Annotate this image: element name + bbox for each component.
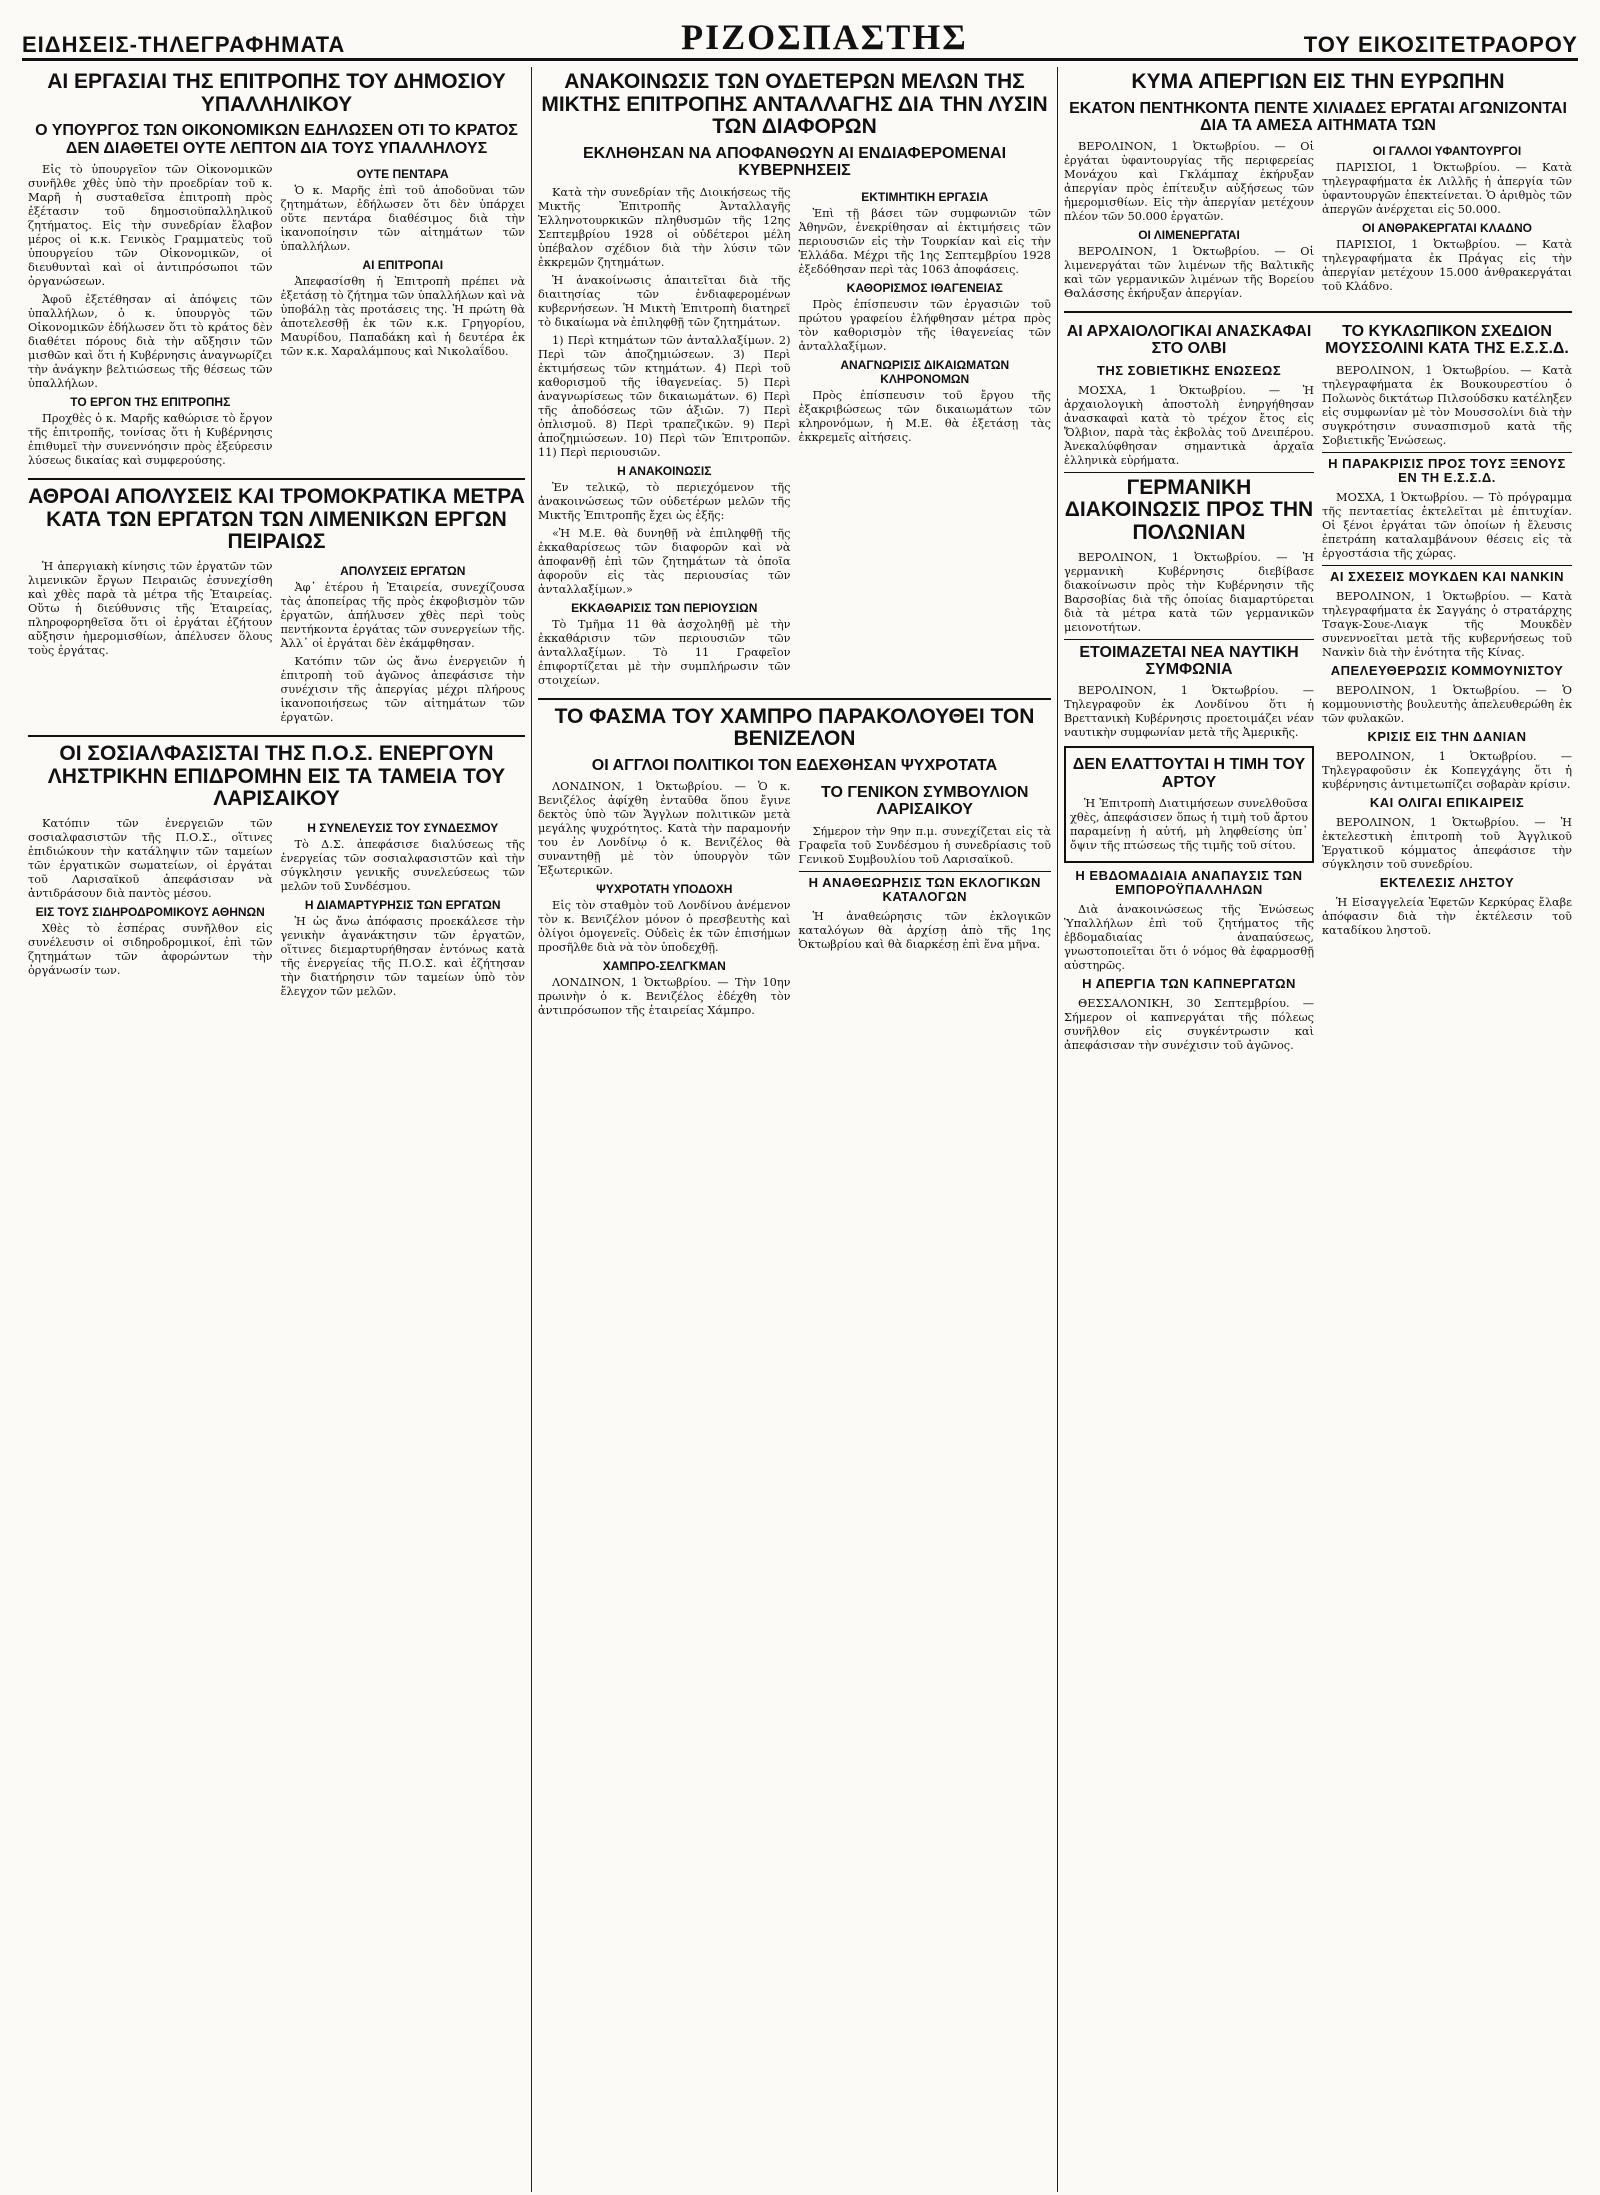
article-piraeus — [28, 560, 525, 729]
subheading: ΕΚΚΑΘΑΡΙΣΙΣ ΤΩΝ ΠΕΡΙΟΥΣΙΩΝ — [571, 600, 758, 615]
article-paragraph: ΠΑΡΙΣΙΟΙ, 1 Ὀκτωβρίου. — Κατὰ τηλεγραφήματα ἐκ Λιλλῆς ἡ ἀπεργία τῶν ὑφαντουργῶν ἐπεκτείνεται. Ὁ ἀριθμὸς τῶν ἀπεργῶν ἀνέρχεται εἰς 50.000. — [1322, 161, 1572, 217]
column-left — [22, 67, 532, 2192]
article-paragraph: Εἰς τὸ ὑπουργεῖον τῶν Οἰκονομικῶν συνῆλθε χθὲς ὑπὸ τὴν προεδρίαν τοῦ κ. Μαρῆ ἡ συσταθεῖσα ἐπιτροπὴ πρὸς ἐξέτασιν τοῦ δημοσιοϋπαλληλικοῦ ζητήματος. Εἰς τὴν συνεδρίαν ἔλαβον μέρος οἱ κ.κ. Γενικὸς Γραμματεὺς τοῦ ὑπουργείου τῶν Οἰκονομικῶν, οἱ διευθυνταὶ καὶ οἱ ἀντιπρόσωποι τῶν ὀργανώσεων. — [28, 162, 273, 288]
headline-piraeus-workers: ΑΘΡΟΑΙ ΑΠΟΛΥΣΕΙΣ ΚΑΙ ΤΡΟΜΟΚΡΑΤΙΚΑ ΜΕΤΡΑ ΚΑΤΑ ΤΩΝ ΕΡΓΑΤΩΝ ΤΩΝ ΛΙΜΕΝΙΚΩΝ ΕΡΓΩΝ ΠΕΙΡΑΙΩΣ — [28, 484, 525, 554]
subheading: ΑΝΑΓΝΩΡΙΣΙΣ ΔΙΚΑΙΩΜΑΤΩΝ ΚΛΗΡΟΝΟΜΩΝ — [840, 357, 1010, 386]
article-paragraph: ΒΕΡΟΛΙΝΟΝ, 1 Ὀκτωβρίου. — Ἡ γερμανικὴ Κυβέρνησις διεβίβασε διακοίνωσιν πρὸς τὴν Κυβέρνησιν τῆς Βαρσοβίας διὰ τῆς ὁποίας διαμαρτύρεται διὰ τὰ μέτρα κατὰ τῶν γερμανικῶν μειονοτήτων. — [1064, 550, 1314, 634]
subheading: ΤΟ ΕΡΓΟΝ ΤΗΣ ΕΠΙΤΡΟΠΗΣ — [70, 394, 231, 409]
article-paragraph: Ἀφοῦ ἐξετέθησαν αἱ ἀπόψεις τῶν ὑπαλλήλων, ὁ κ. ὑπουργὸς τῶν Οἰκονομικῶν ἐδήλωσεν ὅτι τὸ κράτος δὲν διαθέτει πόρους διὰ τὴν αὔξησιν τῶν μισθῶν καὶ ὅτι ἡ Κυβέρνησις ἀναγνωρίζει τὴν ἀνάγκην βελτιώσεως τῆς θέσεως τῶν ὑπαλλήλων. — [28, 292, 273, 390]
subheading: ΚΑΘΟΡΙΣΜΟΣ ΙΘΑΓΕΝΕΙΑΣ — [846, 280, 1003, 295]
divider — [1322, 565, 1572, 566]
headline-hambro-venizelos: ΤΟ ΦΑΣΜΑ ΤΟΥ ΧΑΜΠΡΟ ΠΑΡΑΚΟΛΟΥΘΕΙ ΤΟΝ ΒΕΝΙΖΕΛΟΝ — [554, 704, 1035, 751]
article-paragraph: ΒΕΡΟΛΙΝΟΝ, 1 Ὀκτωβρίου. — Οἱ λιμενεργάται τῶν λιμένων τῆς Βαλτικῆς καὶ τῶν γερμανικῶν λιμένων τῆς Βορείου Θαλάσσης ἐκήρυξαν ἀπεργίαν. — [1064, 245, 1314, 301]
article-paragraph: ΒΕΡΟΛΙΝΟΝ, 1 Ὀκτωβρίου. — Κατὰ τηλεγραφήματα ἐκ Σαγγάης ὁ στρατάρχης Τσαγκ-Σουε-Λιαγκ τῆς Μουκδὲν συνεννοεῖται μετὰ τῆς κυβερνήσεως τοῦ Νανκὶν διὰ τὴν ἑνότητα τῆς Κίνας. — [1322, 589, 1572, 659]
subheading: ΕΚΤΙΜΗΤΙΚΗ ΕΡΓΑΣΙΑ — [861, 189, 989, 204]
subheading: Η ΑΝΑΚΟΙΝΩΣΙΣ — [617, 463, 712, 478]
subheading: ΑΙ ΕΠΙΤΡΟΠΑΙ — [362, 257, 444, 272]
subheading: ΟΙ ΑΝΘΡΑΚΕΡΓΑΤΑΙ ΚΛΑΔΝΟ — [1362, 221, 1532, 236]
headline-bread-price: ΔΕΝ ΕΛΑΤΤΟΥΤΑΙ Η ΤΙΜΗ ΤΟΥ ΑΡΤΟΥ — [1072, 756, 1306, 791]
article-paragraph: Προχθὲς ὁ κ. Μαρῆς καθώρισε τὸ ἔργον τῆς ἐπιτροπῆς, τονίσας ὅτι ἡ Κυβέρνησις ἐπιθυμεῖ τὴν συνεννόησιν πρὸς ἐξεύρεσιν λύσεως δικαίας καὶ συμφερούσης. — [28, 411, 273, 467]
headline-naval-agreement: ΕΤΟΙΜΑΖΕΤΑΙ ΝΕΑ ΝΑΥΤΙΚΗ ΣΥΜΦΩΝΙΑ — [1079, 643, 1299, 679]
article-paragraph: Ἀπεφασίσθη ἡ Ἐπιτροπὴ πρέπει νὰ ἐξετάσῃ τὸ ζήτημα τῶν ὑπαλλήλων καὶ νὰ ὑποβάλῃ τὰς προτάσεις της. Ἡ πρώτη θὰ ἀποτελεσθῇ ἐκ τῶν κ.κ. Γρηγορίου, Μαυρίδου, Παπαδάκη καὶ ἡ δευτέρα ἐκ τῶν κ.κ. Χαραλάμπους καὶ Νικολαΐδου. — [280, 274, 525, 358]
headline-electoral-lists: Η ΑΝΑΘΕΩΡΗΣΙΣ ΤΩΝ ΕΚΛΟΓΙΚΩΝ ΚΑΤΑΛΟΓΩΝ — [808, 874, 1041, 904]
subheading: Η ΔΙΑΜΑΡΤΥΡΗΣΙΣ ΤΩΝ ΕΡΓΑΤΩΝ — [304, 897, 501, 912]
headline-olbia: ΑΙ ΑΡΧΑΙΟΛΟΓΙΚΑΙ ΑΝΑΣΚΑΦΑΙ ΣΤΟ ΟΛΒΙ — [1066, 323, 1312, 358]
columns — [22, 67, 1578, 2192]
subheadline-soviet-union: ΤΗΣ ΣΟΒΙΕΤΙΚΗΣ ΕΝΩΣΕΩΣ — [1096, 362, 1282, 378]
article-paragraph: ΒΕΡΟΛΙΝΟΝ, 1 Ὀκτωβρίου. — Ὁ κομμουνιστὴς βουλευτὴς ἀπελευθερώθη ἐκ τῶν φυλακῶν. — [1322, 683, 1572, 725]
subheading: ΨΥΧΡΟΤΑΤΗ ΥΠΟΔΟΧΗ — [596, 882, 733, 897]
article-paragraph: «Ἡ Μ.Ε. θὰ δυνηθῇ νὰ ἐπιληφθῇ τῆς ἐκκαθαρίσεως τῶν διαφορῶν καὶ νὰ ἀποφανθῇ ἐπὶ τῶν ζητημάτων τὰ ὁποῖα ἀφοροῦν εἰς τὰς περιουσίας τῶν ἀνταλλαξίμων.» — [538, 526, 791, 596]
divider — [1064, 639, 1314, 640]
article-paragraph: ΘΕΣΣΑΛΟΝΙΚΗ, 30 Σεπτεμβρίου. — Σήμερον οἱ καπνεργάται τῆς πόλεως συνῆλθον εἰς συγκέντρωσιν καὶ ἀπεφάσισαν τὴν συνέχισιν τοῦ ἀγῶνος. — [1064, 996, 1314, 1052]
headline-larissa-council: ΤΟ ΓΕΝΙΚΟΝ ΣΥΜΒΟΥΛΙΟΝ ΛΑΡΙΣΑΙΚΟΥ — [821, 784, 1029, 819]
article-paragraph: ΒΕΡΟΛΙΝΟΝ, 1 Ὀκτωβρίου. — Κατὰ τηλεγραφήματα ἐκ Βουκουρεστίου ὁ Πολωνὸς δικτάτωρ Πιλσούδσκυ κατέληξεν εἰς συμφωνίαν μὲ τὸν Μουσσολίνι διὰ τὴν συγκρότησιν συνασπισμοῦ κατὰ τῆς Σοβιετικῆς Ἑνώσεως. — [1322, 363, 1572, 447]
headline-foreigners-ussr: Η ΠΑΡΑΚΡΙΣΙΣ ΠΡΟΣ ΤΟΥΣ ΞΕΝΟΥΣ ΕΝ ΤΗ Ε.Σ.Σ.Δ. — [1328, 455, 1566, 485]
subheadline-governments: ΕΚΛΗΘΗΣΑΝ ΝΑ ΑΠΟΦΑΝΘΩΥΝ ΑΙ ΕΝΔΙΑΦΕΡΟΜΕΝΑΙ ΚΥΒΕΡΝΗΣΕΙΣ — [582, 145, 1007, 180]
column-right — [1058, 67, 1578, 2192]
article-paragraph: ΛΟΝΔΙΝΟΝ, 1 Ὀκτωβρίου. — Τὴν 10ην πρωινὴν ὁ κ. Βενιζέλος ἐδέχθη τὸν ἀντιπρόσωπον τῆς ἑταιρείας Χάμπρο. — [538, 976, 791, 1018]
newspaper-name: ΡΙΖΟΣΠΑΣΤΗΣ — [681, 17, 968, 57]
article-commission — [538, 186, 1051, 692]
article-paragraph: Κατόπιν τῶν ἐνεργειῶν τῶν σοσιαλφασιστῶν τῆς Π.Ο.Σ., οἵτινες ἐπιδιώκουν τὴν κατάληψιν τῶν ταμείων τῶν ἐργατικῶν σωματείων, οἱ ἐργάται τοῦ Λαρισαϊκοῦ ἀπεφάσισαν νὰ ἀντιδράσουν διὰ παντὸς μέσου. — [28, 816, 273, 900]
headline-brief-news: ΚΑΙ ΟΛΙΓΑΙ ΕΠΙΚΑΙΡΕΙΣ — [1369, 794, 1525, 810]
subheadline-155000-workers: ΕΚΑΤΟΝ ΠΕΝΤΗΚΟΝΤΑ ΠΕΝΤΕ ΧΙΛΙΑΔΕΣ ΕΡΓΑΤΑΙ ΑΓΩΝΙΖΟΝΤΑΙ ΔΙΑ ΤΑ ΑΜΕΣΑ ΑΙΤΗΜΑΤΑ ΤΩΝ — [1069, 99, 1567, 134]
subheading: ΟΥΤΕ ΠΕΝΤΑΡΑ — [356, 166, 449, 181]
article-paragraph: Χθὲς τὸ ἑσπέρας συνῆλθον εἰς συνέλευσιν οἱ σιδηροδρομικοί, ἐπὶ τῶν ζητημάτων τῶν ἀφορώντων τὴν ὀργάνωσίν των. — [28, 921, 273, 977]
divider — [1064, 311, 1572, 313]
column-middle — [532, 67, 1058, 2192]
article-paragraph: Ἡ ἀπεργιακὴ κίνησις τῶν ἐργατῶν τῶν λιμενικῶν ἔργων Πειραιῶς ἐσυνεχίσθη καὶ χθὲς παρὰ τὰ μέτρα τῆς Ἑταιρείας. Οὕτω ἡ διεύθυνσις τῆς Ἑταιρείας, πληροφορηθεῖσα ὅτι οἱ ἐργάται ἐζήτουν αὔξησιν ἡμερομισθίων, ἀπέλυσεν ὅλους τοὺς ἐργάτας. — [28, 559, 273, 657]
article-paragraph: Εἰς τὸν σταθμὸν τοῦ Λονδίνου ἀνέμενον τὸν κ. Βενιζέλον μόνον ὁ πρεσβευτὴς καὶ ὀλίγοι ὁμογενεῖς. Οὐδεὶς ἐκ τῶν ἐπισήμων προσῆλθε διὰ νὰ τὸν ὑποδεχθῇ. — [538, 899, 791, 955]
article-paragraph: Πρὸς ἐπίσπευσιν τοῦ ἔργου τῆς ἐξακριβώσεως τῶν δικαιωμάτων τῶν κληρονόμων, ἡ Μ.Ε. θὰ ἐξετάσῃ τὰς ἐκκρεμεῖς αἰτήσεις. — [798, 388, 1051, 444]
headline-weekly-rest: Η ΕΒΔΟΜΑΔΙΑΙΑ ΑΝΑΠΑΥΣΙΣ ΤΩΝ ΕΜΠΟΡΟΫΠΑΛΛΗΛΩΝ — [1075, 867, 1303, 897]
article-paragraph: Ἡ Ἐπιτροπὴ Διατιμήσεων συνελθοῦσα χθὲς, ἀπεφάσισεν ὅπως ἡ τιμὴ τοῦ ἄρτου παραμείνῃ ἡ αὐτή, μὴ ληφθείσης ὑπ᾿ ὄψιν τῆς πτώσεως τῆς τιμῆς τοῦ σίτου. — [1070, 796, 1308, 852]
article-list: 1) Περὶ κτημάτων τῶν ἀνταλλαξίμων. 2) Περὶ τῶν ἀποζημιώσεων. 3) Περὶ ἐκτιμήσεως τῶν κτημάτων. 4) Περὶ τοῦ καθορισμοῦ τῆς ἰθαγενείας. 5) Περὶ ἀναγνωρίσεως τῶν δικαιωμάτων. 6) Περὶ τῆς ἀποδόσεως τῶν ἀξιῶν. 7) Περὶ ὁπλισμοῦ. 8) Περὶ τραπεζικῶν. 9) Περὶ ἀποζημιώσεων. 10) Περὶ τῶν Ἐπιτροπῶν. 11) Περὶ περιουσιῶν. — [538, 333, 791, 459]
article-paragraph: ΜΟΣΧΑ, 1 Ὀκτωβρίου. — Τὸ πρόγραμμα τῆς πενταετίας ἐκτελεῖται μὲ ἐπιτυχίαν. Οἱ ξένοι ἐργάται τῶν ὁποίων ἡ ἔλευσις ἐπετράπη καταλαμβάνουν θέσεις εἰς τὰ ἐργοστάσια τῆς χώρας. — [1322, 490, 1572, 560]
headline-bandit-execution: ΕΚΤΕΛΕΣΙΣ ΛΗΣΤΟΥ — [1379, 874, 1515, 890]
edition-label: ΤΟΥ ΕΙΚΟΣΙΤΕΤΡΑΟΡΟΥ — [1303, 32, 1578, 57]
article-paragraph: Σήμερον τὴν 9ην π.μ. συνεχίζεται εἰς τὰ Γραφεῖα τοῦ Συνδέσμου ἡ συνεδρίασις τοῦ Γενικοῦ Συμβουλίου τοῦ Λαρισαϊκοῦ. — [798, 824, 1051, 866]
article-paragraph: Ἀφ᾿ ἑτέρου ἡ Ἑταιρεία, συνεχίζουσα τὰς ἀποπείρας τῆς πρὸς ἐκφοβισμὸν τῶν ἐργατῶν, ἀπήλυσεν χθὲς περὶ τοὺς πεντήκοντα ἐργάτας τῶν συνεργείων τῆς. Ἀλλ᾿ οἱ ἐργάται δὲν ἐκάμφθησαν. — [280, 580, 525, 650]
section-title: ΕΙΔΗΣΕΙΣ-ΤΗΛΕΓΡΑΦΗΜΑΤΑ — [22, 32, 346, 57]
subheadline-english-politicians: ΟΙ ΑΓΓΛΟΙ ΠΟΛΙΤΙΚΟΙ ΤΟΝ ΕΔΕΧΘΗΣΑΝ ΨΥΧΡΟΤΑΤΑ — [591, 756, 998, 774]
headline-tobacco-strike: Η ΑΠΕΡΓΙΑ ΤΩΝ ΚΑΠΝΕΡΓΑΤΩΝ — [1082, 975, 1296, 991]
subheading: ΟΙ ΓΑΛΛΟΙ ΥΦΑΝΤΟΥΡΓΟΙ — [1372, 144, 1522, 159]
article-paragraph: ΒΕΡΟΛΙΝΟΝ, 1 Ὀκτωβρίου. — Τηλεγραφοῦσιν ἐκ Κοπεγχάγης ὅτι ἡ κυβέρνησις ἀντιμετωπίζει σοβαρὰν κρίσιν. — [1322, 749, 1572, 791]
headline-mukden-nanking: ΑΙ ΣΧΕΣΕΙΣ ΜΟΥΚΔΕΝ ΚΑΙ ΝΑΝΚΙΝ — [1330, 568, 1564, 584]
subheading: ΕΙΣ ΤΟΥΣ ΣΙΔΗΡΟΔΡΟΜΙΚΟΥΣ ΑΘΗΝΩΝ — [35, 904, 265, 919]
article-larissa — [28, 817, 525, 1003]
row-archaeology-mussolini — [1064, 319, 1572, 1057]
article-paragraph: Ἡ ἀναθεώρησις τῶν ἐκλογικῶν καταλόγων θὰ ἀρχίσῃ ἀπὸ τῆς 1ης Ὀκτωβρίου καὶ θὰ διαρκέσῃ ἐπὶ ἕνα μῆνα. — [798, 909, 1051, 951]
article-paragraph: Ὁ κ. Μαρῆς ἐπὶ τοῦ ἀποδοῦναι τῶν ζητημάτων, ἐδήλωσεν ὅτι δὲν ὑπάρχει οὔτε πεντάρα διαθέσιμος διὰ τὴν ἱκανοποίησιν τῶν αἰτημάτων τῶν ὑπαλλήλων. — [280, 183, 525, 253]
subheading: ΟΙ ΛΙΜΕΝΕΡΓΑΤΑΙ — [1138, 228, 1240, 243]
divider — [799, 871, 1052, 872]
headline-pos-larissa: ΟΙ ΣΟΣΙΑΛΦΑΣΙΣΤΑΙ ΤΗΣ Π.Ο.Σ. ΕΝΕΡΓΟΥΝ ΛΗΣΤΡΙΚΗΝ ΕΠΙΔΡΟΜΗΝ ΕΙΣ ΤΑ ΤΑΜΕΙΑ ΤΟΥ ΛΑΡΙΣΑΙΚΟΥ — [47, 741, 506, 811]
article-paragraph: ΒΕΡΟΛΙΝΟΝ, 1 Ὀκτωβρίου. — Ἡ ἐκτελεστικὴ ἐπιτροπὴ τοῦ Ἀγγλικοῦ Ἐργατικοῦ κόμματος ἀπεφάσισε τὴν σύγκλησιν τοῦ συνεδρίου. — [1322, 815, 1572, 871]
subheading: ΧΑΜΠΡΟ-ΣΕΛΓΚΜΑΝ — [602, 959, 726, 974]
divider — [1064, 472, 1314, 473]
subheading: Η ΣΥΝΕΛΕΥΣΙΣ ΤΟΥ ΣΥΝΔΕΣΜΟΥ — [307, 820, 499, 835]
article-paragraph: Ἡ ἀνακοίνωσις ἀπαιτεῖται διὰ τῆς διαιτησίας τῶν ἑνδιαφερομένων κυβερνήσεων. Ἡ Μικτὴ Ἐπιτροπὴ διατηρεῖ τὸ δικαίωμα νὰ ἐπιληφθῇ τῶν ζητημάτων. — [538, 273, 791, 329]
article-paragraph: ΠΑΡΙΣΙΟΙ, 1 Ὀκτωβρίου. — Κατὰ τηλεγραφήματα ἐκ Πράγας εἰς τὴν ἀπεργίαν μετέχουν 15.000 ἀνθρακεργάται τοῦ Κλάδνο. — [1322, 238, 1572, 294]
divider — [538, 698, 1051, 700]
masthead — [22, 18, 1578, 61]
article-paragraph: ΜΟΣΧΑ, 1 Ὀκτωβρίου. — Ἡ ἀρχαιολογικὴ ἀποστολὴ ἐνηργήθησαν ἀνασκαφαὶ κατὰ τὸ τρέχον ἔτος εἰς Ὄλβιον, παρὰ τὰς ἐκβολὰς τοῦ Δνειπέρου. Ἀνεκαλύφθησαν σημαντικὰ ἀρχαῖα ἑλληνικὰ εὑρήματα. — [1064, 383, 1314, 467]
article-paragraph: Ἡ Εἰσαγγελεία Ἐφετῶν Κερκύρας ἔλαβε ἀπόφασιν διὰ τὴν ἐκτέλεσιν τοῦ καταδίκου ληστοῦ. — [1322, 895, 1572, 937]
article-paragraph: Ἐν τελικῷ, τὸ περιεχόμενον τῆς ἀνακοινώσεως τῶν οὐδετέρων μελῶν τῆς Μικτῆς Ἐπιτροπῆς ἔχει ὡς ἑξῆς: — [538, 480, 791, 522]
subheading: ΑΠΟΛΥΣΕΙΣ ΕΡΓΑΤΩΝ — [340, 563, 466, 578]
article-strikes — [1064, 140, 1572, 305]
article-paragraph: Τὸ Τμῆμα 11 θὰ ἀσχοληθῇ μὲ τὴν ἐκκαθάρισιν τῶν περιουσιῶν τῶν ἀνταλλαξίμων. Τὸ 11 Γραφεῖον ἐπιφορτίζεται μὲ τὴν συμπλήρωσιν τῶν στοιχείων. — [538, 617, 791, 687]
headline-strike-wave: ΚΥΜΑ ΑΠΕΡΓΙΩΝ ΕΙΣ ΤΗΝ ΕΥΡΩΠΗΝ — [1131, 70, 1505, 93]
divider — [1322, 452, 1572, 453]
headline-denmark-crisis: ΚΡΙΣΙΣ ΕΙΣ ΤΗΝ ΔΑΝΙΑΝ — [1367, 728, 1527, 744]
article-paragraph: Ἡ ὡς ἄνω ἀπόφασις προεκάλεσε τὴν γενικὴν ἀγανάκτησιν τῶν ἐργατῶν, οἵτινες διεμαρτυρήθησαν ἐντόνως κατὰ τῆς ἐνεργείας τῆς Π.Ο.Σ. καὶ ἐζήτησαν τὴν διατήρησιν τῶν ταμείων ὑπὸ τὸν ἔλεγχον τῶν μελῶν. — [280, 914, 525, 998]
article-paragraph: ΒΕΡΟΛΙΝΟΝ, 1 Ὀκτωβρίου. — Οἱ ἐργάται ὑφαντουργίας τῆς περιφερείας Μονάχου καὶ Γκλάμπαχ ἐκήρυξαν ἀπεργίαν πρὸς ἐπίτευξιν αὐξήσεως τῶν ἡμερομισθίων. Εἰς τὴν ἀπεργίαν μετέχουν πλέον τῶν 50.000 ἐργατῶν. — [1064, 140, 1314, 224]
article-paragraph: Ἐπὶ τῇ βάσει τῶν συμφωνιῶν τῶν Ἀθηνῶν, ἐνεκρίθησαν αἱ ἐκτιμήσεις τῶν περιουσιῶν εἰς τὴν Τουρκίαν καὶ εἰς τὴν Ἑλλάδα. Μέχρι τῆς 1ης Σεπτεμβρίου 1928 ἐξεδόθησαν περὶ τὰς 1063 ἀποφάσεις. — [798, 206, 1051, 276]
article-paragraph: Κατόπιν τῶν ὡς ἄνω ἐνεργειῶν ἡ ἐπιτροπὴ τοῦ ἀγῶνος ἀπεφάσισε τὴν συνέχισιν τῆς ἀπεργίας μέχρι πλήρους ἱκανοποιήσεως τῶν αἰτημάτων τῶν ἐργατῶν. — [280, 654, 525, 724]
divider — [28, 735, 525, 737]
headline-mussolini-plan: ΤΟ ΚΥΚΛΩΠΙΚΟΝ ΣΧΕΔΙΟΝ ΜΟΥΣΣΟΛΙΝΙ ΚΑΤΑ ΤΗΣ Ε.Σ.Σ.Δ. — [1325, 323, 1569, 358]
divider — [28, 478, 525, 480]
headline-civil-servants: ΑΙ ΕΡΓΑΣΙΑΙ ΤΗΣ ΕΠΙΤΡΟΠΗΣ ΤΟΥ ΔΗΜΟΣΙΟΥ ΥΠΑΛΛΗΛΙΚΟΥ — [47, 70, 506, 116]
article-civil-servants — [28, 163, 525, 472]
headline-german-note: ΓΕΡΜΑΝΙΚΗ ΔΙΑΚΟΙΝΩΣΙΣ ΠΡΟΣ ΤΗΝ ΠΟΛΩΝΙΑΝ — [1064, 475, 1314, 545]
article-venizelos — [538, 780, 1051, 1022]
article-paragraph: ΛΟΝΔΙΝΟΝ, 1 Ὀκτωβρίου. — Ὁ κ. Βενιζέλος ἀφίχθη ἐνταῦθα ὅπου ἔγινε δεκτὸς ὑπὸ τῶν Ἄγγλων πολιτικῶν μετὰ μεγάλης ψυχρότητος. Κατὰ τὴν παραμονήν του ἐν Λονδίνῳ ὁ κ. Βενιζέλος θὰ συναντηθῇ μὲ τὸν ὑπουργὸν τῶν Ἐξωτερικῶν. — [538, 780, 791, 878]
subheadline-finance-minister: Ο ΥΠΟΥΡΓΟΣ ΤΩΝ ΟΙΚΟΝΟΜΙΚΩΝ ΕΔΗΛΩΣΕΝ ΟΤΙ ΤΟ ΚΡΑΤΟΣ ΔΕΝ ΔΙΑΘΕΤΕΙ ΟΥΤΕ ΛΕΠΤΟΝ ΔΙΑ ΤΟΥΣ ΥΠΑΛΛΗΛΟΥΣ — [35, 122, 518, 157]
article-paragraph: Κατὰ τὴν συνεδρίαν τῆς Διοικήσεως τῆς Μικτῆς Ἐπιτροπῆς Ἀνταλλαγῆς Ἑλληνοτουρκικῶν πληθυσμῶν τῆς 12ης Σεπτεμβρίου 1928 οἱ οὐδέτεροι μέλη ὑπέβαλον σχέδιον διὰ τὴν λύσιν τῶν ἐκκρεμῶν ζητημάτων. — [538, 185, 791, 269]
headline-mixed-commission: ΑΝΑΚΟΙΝΩΣΙΣ ΤΩΝ ΟΥΔΕΤΕΡΩΝ ΜΕΛΩΝ ΤΗΣ ΜΙΚΤΗΣ ΕΠΙΤΡΟΠΗΣ ΑΝΤΑΛΛΑΓΗΣ ΔΙΑ ΤΗΝ ΛΥΣΙΝ ΤΩΝ ΔΙΑΦΟΡΩΝ — [541, 70, 1048, 139]
article-paragraph: Τὸ Δ.Σ. ἀπεφάσισε διαλύσεως τῆς ἐνεργείας τῶν σοσιαλφασιστῶν καὶ τὴν σύγκλησιν γενικῆς συνελεύσεως τῶν μελῶν τοῦ Συνδέσμου. — [280, 837, 525, 893]
article-paragraph: ΒΕΡΟΛΙΝΟΝ, 1 Ὀκτωβρίου. — Τηλεγραφοῦν ἐκ Λονδίνου ὅτι ἡ Βρεττανικὴ Κυβέρνησις προετοιμάζει νέαν ναυτικὴν συμφωνίαν μετὰ τῆς Ἀμερικῆς. — [1064, 684, 1314, 740]
bread-price-box — [1064, 746, 1314, 863]
article-paragraph: Πρὸς ἐπίσπευσιν τῶν ἐργασιῶν τοῦ πρώτου γραφείου ἐλήφθησαν μέτρα πρὸς τὸν καθορισμὸν τῆς ἰθαγενείας τῶν ἀνταλλαξίμων. — [798, 297, 1051, 353]
headline-communist-release: ΑΠΕΛΕΥΘΕΡΩΣΙΣ ΚΟΜΜΟΥΝΙΣΤΟΥ — [1330, 662, 1564, 678]
article-paragraph: Διὰ ἀνακοινώσεως τῆς Ἑνώσεως Ὑπαλλήλων ἐπὶ τοῦ ζητήματος τῆς ἑβδομαδιαίας ἀναπαύσεως, γνωστοποιεῖται ὅτι ὁ νόμος θὰ ἐφαρμοσθῇ αὐστηρῶς. — [1064, 902, 1314, 972]
